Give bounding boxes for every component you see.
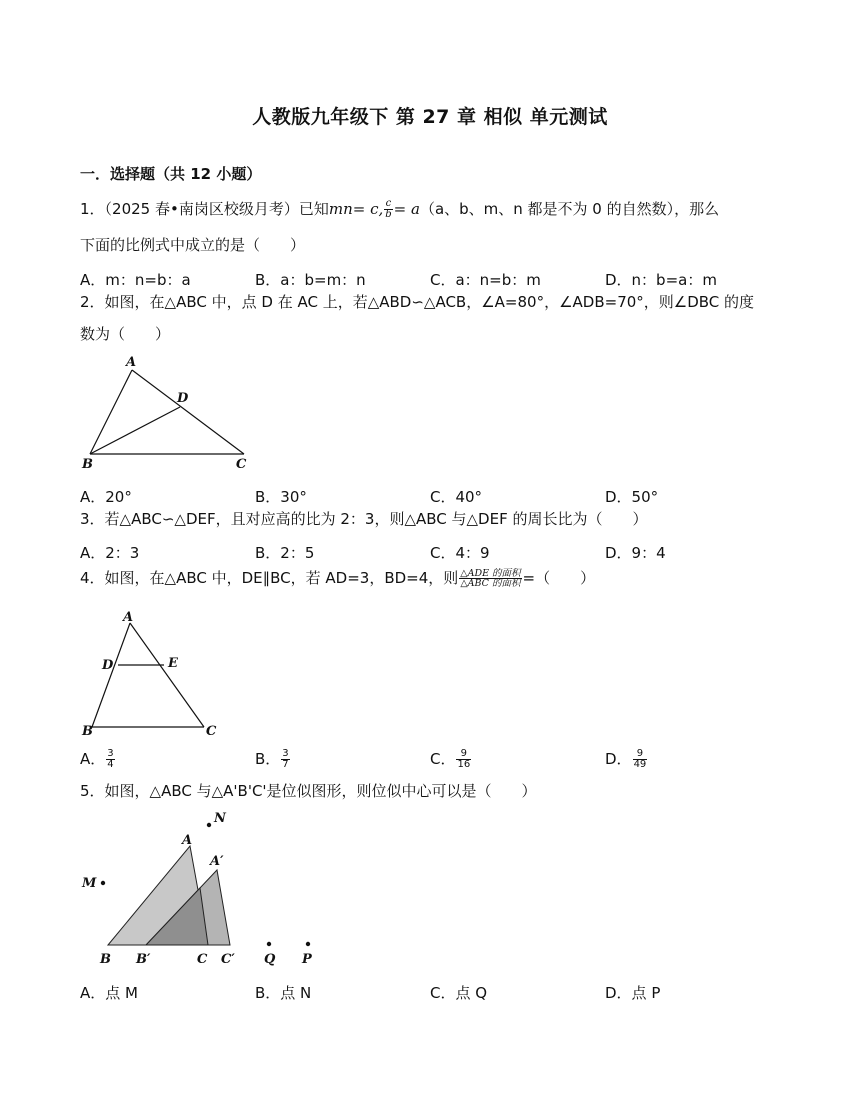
question-2-line2: 数为（ ）: [80, 325, 171, 343]
q5-point-m: [101, 881, 105, 885]
q4-option-c-num: 9: [456, 749, 471, 760]
q2-label-c: C: [236, 457, 247, 472]
q3-option-c[interactable]: C．4：9: [430, 544, 490, 562]
q5-label-c-prime: C′: [221, 952, 235, 967]
q5-option-c[interactable]: C．点 Q: [430, 984, 488, 1002]
q4-option-b-letter: B．: [255, 750, 281, 768]
q2-option-b[interactable]: B．30°: [255, 488, 307, 506]
section-heading: 一．选择题（共 12 小题）: [80, 165, 262, 183]
q2-edge-bd: [90, 407, 180, 454]
q4-fraction: [459, 569, 521, 589]
q4-edge-ac: [130, 623, 204, 727]
q5-option-a[interactable]: A．点 M: [80, 984, 138, 1002]
q1-math-eq2: = a: [393, 200, 420, 218]
q1-option-d[interactable]: D．n：b=a：m: [605, 271, 717, 289]
question-5-line1: 5．如图，△ABC 与△A'B'C'是位似图形，则位似中心可以是（ ）: [80, 782, 537, 800]
q4-option-b-fraction: [281, 749, 289, 770]
q4-option-b-num: 3: [282, 748, 289, 759]
q5-figure: [78, 808, 338, 968]
q4-label-d: D: [102, 658, 114, 673]
q4-option-d-num: 9: [633, 749, 648, 760]
q4-label-e: E: [168, 656, 178, 671]
q2-label-d: D: [177, 391, 189, 406]
q2-label-a: A: [126, 355, 137, 370]
q3-option-d[interactable]: D．9：4: [605, 544, 666, 562]
q4-option-a-num: 3: [107, 748, 114, 759]
q2-option-d[interactable]: D．50°: [605, 488, 659, 506]
q4-frac-den: △ABC 的面积: [460, 578, 521, 589]
q2-figure: [78, 350, 258, 475]
q4-option-b-den: 7: [282, 759, 289, 770]
q1-option-c[interactable]: C．a：n=b：m: [430, 271, 541, 289]
q1-prefix: 1．（2025 春•南岗区校级月考）已知: [80, 200, 329, 218]
q4-label-b: B: [82, 724, 93, 739]
q5-point-p: [306, 942, 310, 946]
q2-label-b: B: [82, 457, 93, 472]
question-2-line1: 2．如图，在△ABC 中，点 D 在 AC 上，若△ABD∽△ACB，∠A=80°，∠ADB=70°，则∠DBC 的度: [80, 293, 755, 311]
q2-option-a[interactable]: A．20°: [80, 488, 132, 506]
q4-figure: [78, 605, 238, 740]
q4-option-d-fraction: [633, 749, 648, 770]
q4-label-a: A: [123, 610, 134, 625]
page-title: 人教版九年级下 第 27 章 相似 单元测试: [252, 106, 608, 128]
q4-option-a-letter: A．: [80, 750, 106, 768]
q4-option-c-letter: C．: [430, 750, 456, 768]
q1-option-a[interactable]: A．m：n=b：a: [80, 271, 191, 289]
q1-option-b[interactable]: B．a：b=m：n: [255, 271, 366, 289]
q5-label-m: M: [82, 876, 97, 891]
q5-label-q: Q: [264, 952, 276, 967]
q4-option-a-fraction: [106, 749, 114, 770]
q2-edge-ab: [90, 370, 132, 454]
q4-prefix: 4．如图，在△ABC 中，DE∥BC，若 AD=3，BD=4，则: [80, 569, 459, 587]
q5-label-p: P: [302, 952, 312, 967]
q2-option-c[interactable]: C．40°: [430, 488, 483, 506]
q4-option-d-letter: D．: [605, 750, 632, 768]
q1-math-mn: mn: [328, 200, 353, 218]
q2-edge-ac: [132, 370, 244, 454]
q4-option-b[interactable]: [255, 748, 291, 770]
q5-label-c: C: [197, 952, 208, 967]
q1-frac-den: b: [385, 209, 392, 220]
q4-option-d-den: 49: [633, 759, 647, 770]
q4-suffix: =（ ）: [522, 569, 596, 587]
q4-frac-num: △ADE 的面积: [460, 567, 521, 579]
q4-option-c[interactable]: [430, 748, 472, 770]
q3-option-b[interactable]: B．2：5: [255, 544, 315, 562]
question-1-line1: [80, 198, 719, 220]
question-1-line2: 下面的比例式中成立的是（ ）: [80, 236, 306, 254]
q1-suffix: （a、b、m、n 都是不为 0 的自然数），那么: [419, 200, 720, 218]
q5-point-n: [207, 823, 211, 827]
q5-label-a: A: [182, 833, 193, 848]
q5-label-b: B: [100, 952, 111, 967]
question-4-line1: [80, 567, 595, 589]
q5-label-a-prime: A′: [210, 854, 224, 869]
q1-frac-num: c: [385, 198, 392, 209]
q5-point-q: [267, 942, 271, 946]
q1-fraction: [384, 199, 392, 220]
q4-option-d[interactable]: [605, 748, 648, 770]
q5-label-n: N: [214, 811, 226, 826]
q5-option-b[interactable]: B．点 N: [255, 984, 312, 1002]
q4-option-c-fraction: [456, 749, 471, 770]
q1-math-eq1: = c,: [352, 200, 384, 218]
q4-option-a[interactable]: [80, 748, 116, 770]
q4-edge-ab: [92, 623, 130, 727]
question-3-line1: 3．若△ABC∽△DEF，且对应高的比为 2：3，则△ABC 与△DEF 的周长比为（ ）: [80, 510, 648, 528]
q5-label-b-prime: B′: [136, 952, 151, 967]
q5-option-d[interactable]: D．点 P: [605, 984, 661, 1002]
q4-option-c-den: 16: [457, 759, 471, 770]
q4-option-a-den: 4: [107, 759, 114, 770]
q4-label-c: C: [206, 724, 217, 739]
q3-option-a[interactable]: A．2：3: [80, 544, 140, 562]
